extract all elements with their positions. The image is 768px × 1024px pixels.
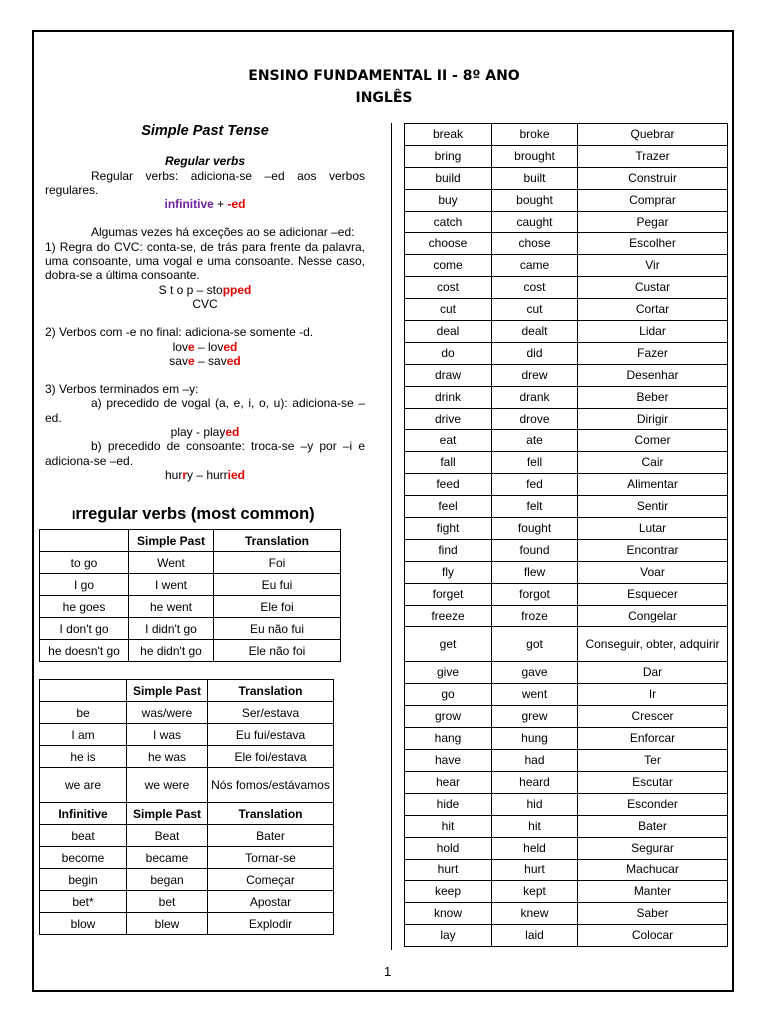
table-row — [405, 605, 728, 627]
page-header — [0, 65, 768, 109]
table-row — [40, 913, 334, 935]
table-cell: we are — [40, 768, 127, 803]
table-cell: he goes — [40, 596, 129, 618]
table-cell: fly — [405, 561, 492, 583]
table-cell: cost — [405, 277, 492, 299]
table-cell: get — [405, 627, 492, 662]
table-row — [405, 496, 728, 518]
table-cell: begin — [40, 869, 127, 891]
table-row — [40, 768, 334, 803]
table-row — [405, 408, 728, 430]
table-cell: Crescer — [578, 706, 728, 728]
table-cell: did — [492, 342, 578, 364]
table-cell: I go — [40, 574, 129, 596]
table-cell: Custar — [578, 277, 728, 299]
table-cell: have — [405, 750, 492, 772]
ex3b-p2: r — [182, 467, 187, 482]
table-row — [40, 891, 334, 913]
regular-formula — [45, 197, 365, 211]
table-cell: Construir — [578, 167, 728, 189]
column-header: Simple Past — [127, 803, 208, 825]
table-cell: Nós fomos/estávamos — [208, 768, 334, 803]
rule-2: 2) Verbos com -e no final: adiciona-se somente -d. — [45, 325, 314, 340]
table-row — [40, 574, 341, 596]
table-cell: Vir — [578, 255, 728, 277]
table-cell: find — [405, 539, 492, 561]
table-cell: forget — [405, 583, 492, 605]
table-to-go — [39, 529, 341, 662]
ex3a-p2: ed — [225, 425, 240, 440]
table-cell: feel — [405, 496, 492, 518]
ex2b-p4: ed — [226, 353, 241, 368]
regular-intro: Regular verbs: adiciona-se –ed aos verbos regulares. — [45, 168, 365, 197]
table-cell: Saber — [578, 903, 728, 925]
table-row — [405, 386, 728, 408]
table-header-row — [40, 530, 341, 552]
table-cell: forgot — [492, 583, 578, 605]
table-cell: become — [40, 847, 127, 869]
table-cell: froze — [492, 605, 578, 627]
table-cell: Sentir — [578, 496, 728, 518]
table-cell: he went — [129, 596, 214, 618]
table-cell: beat — [40, 825, 127, 847]
table-cell: broke — [492, 124, 578, 146]
table-header-row — [40, 803, 334, 825]
table-cell: Ser/estava — [208, 702, 334, 724]
table-cell: Fazer — [578, 342, 728, 364]
table-row — [405, 518, 728, 540]
table-cell: Bater — [578, 815, 728, 837]
table-cell: grow — [405, 706, 492, 728]
table-row — [40, 702, 334, 724]
ex3a-p1: play - play — [170, 425, 226, 440]
ex3b-p3: y – hurr — [186, 467, 228, 482]
table-cell: fall — [405, 452, 492, 474]
table-cell: cut — [405, 299, 492, 321]
table-cell: Comer — [578, 430, 728, 452]
table-cell: I don't go — [40, 618, 129, 640]
table-cell: I went — [129, 574, 214, 596]
table-row — [405, 474, 728, 496]
table-cell: Ele foi — [214, 596, 341, 618]
table-cell: drink — [405, 386, 492, 408]
exceptions-text: Algumas vezes há exceções ao se adicionar –ed: — [91, 225, 355, 240]
table-cell: Alimentar — [578, 474, 728, 496]
table-cell: buy — [405, 189, 492, 211]
rule-1: 1) Regra do CVC: conta-se, de trás para frente da palavra, uma consoante, uma vogal e uma consoante. Nesse caso, dobra-se a última consoante. — [45, 239, 365, 283]
table-cell: Começar — [208, 869, 334, 891]
table-cell: Encontrar — [578, 539, 728, 561]
table-row — [405, 793, 728, 815]
table-cell: Bater — [208, 825, 334, 847]
table-cell: Eu fui/estava — [208, 724, 334, 746]
table-cell: hit — [405, 815, 492, 837]
table-cell: he was — [127, 746, 208, 768]
table-cell: Machucar — [578, 859, 728, 881]
table-cell: I am — [40, 724, 127, 746]
table-cell: kept — [492, 881, 578, 903]
table-row — [40, 746, 334, 768]
table-cell: draw — [405, 364, 492, 386]
ex1-suffix: pped — [222, 282, 252, 297]
table-row — [40, 618, 341, 640]
rule-3b: b) precedido de consoante: troca-se –y por –i e adiciona-se –ed. — [45, 439, 365, 468]
table-cell: built — [492, 167, 578, 189]
table-to-be — [39, 679, 334, 935]
table-cell: drank — [492, 386, 578, 408]
table-cell: hide — [405, 793, 492, 815]
table-row — [405, 771, 728, 793]
table-cell: Apostar — [208, 891, 334, 913]
table-row — [405, 145, 728, 167]
table-cell: Cortar — [578, 299, 728, 321]
table-cell: eat — [405, 430, 492, 452]
table-cell: Tornar-se — [208, 847, 334, 869]
table-cell: Congelar — [578, 605, 728, 627]
table-row — [40, 847, 334, 869]
table-row — [405, 539, 728, 561]
column-header — [40, 680, 127, 702]
table-row — [40, 869, 334, 891]
table-cell: was/were — [127, 702, 208, 724]
ex2a-p4: ed — [223, 339, 238, 354]
table-cell: went — [492, 684, 578, 706]
table-cell: go — [405, 684, 492, 706]
table-cell: ate — [492, 430, 578, 452]
table-row — [405, 342, 728, 364]
table-cell: bet* — [40, 891, 127, 913]
table-cell: came — [492, 255, 578, 277]
ex2b-p2: e — [187, 353, 195, 368]
table-cell: felt — [492, 496, 578, 518]
table-cell: hid — [492, 793, 578, 815]
table-row — [405, 837, 728, 859]
table-row — [40, 640, 341, 662]
table-cell: we were — [127, 768, 208, 803]
table-row — [405, 255, 728, 277]
rule-3: 3) Verbos terminados em –y: — [45, 382, 199, 397]
table-row — [405, 233, 728, 255]
table-cell: bring — [405, 145, 492, 167]
table-cell: Eu não fui — [214, 618, 341, 640]
table-cell: Desenhar — [578, 364, 728, 386]
table-cell: flew — [492, 561, 578, 583]
table-cell: build — [405, 167, 492, 189]
table-cell: I didn't go — [129, 618, 214, 640]
irregular-verbs-body — [405, 124, 728, 947]
table-cell: hold — [405, 837, 492, 859]
ex3b-p1: hur — [164, 467, 183, 482]
table-cell: grew — [492, 706, 578, 728]
irregular-title-initial: I — [72, 508, 76, 522]
table-row — [405, 211, 728, 233]
table-cell: do — [405, 342, 492, 364]
table-cell: Dirigir — [578, 408, 728, 430]
table-cell: Colocar — [578, 925, 728, 947]
table-row — [405, 684, 728, 706]
table-cell: gave — [492, 662, 578, 684]
table-cell: Ir — [578, 684, 728, 706]
table-row — [405, 750, 728, 772]
irregular-verbs-table — [404, 123, 728, 947]
table-cell: chose — [492, 233, 578, 255]
ex2a-p3: – lov — [194, 339, 224, 354]
table-cell: be — [40, 702, 127, 724]
table-row — [40, 552, 341, 574]
ex3b-p4: ied — [227, 467, 246, 482]
table-cell: Went — [129, 552, 214, 574]
table-cell: feed — [405, 474, 492, 496]
table-cell: Ter — [578, 750, 728, 772]
table-cell: he doesn't go — [40, 640, 129, 662]
table-cell: drove — [492, 408, 578, 430]
table-cell: Beat — [127, 825, 208, 847]
table-row — [405, 364, 728, 386]
column-header: Translation — [214, 530, 341, 552]
rule-3b-example — [45, 468, 365, 482]
table-row — [405, 859, 728, 881]
table-cell: Ele não foi — [214, 640, 341, 662]
table-row — [405, 277, 728, 299]
table-row — [405, 662, 728, 684]
table-row — [405, 189, 728, 211]
table-cell: Comprar — [578, 189, 728, 211]
column-header — [40, 530, 129, 552]
table-cell: Segurar — [578, 837, 728, 859]
table-cell: hung — [492, 728, 578, 750]
section-title: Simple Past Tense — [141, 123, 269, 139]
table-cell: come — [405, 255, 492, 277]
table-cell: freeze — [405, 605, 492, 627]
table-cell: Cair — [578, 452, 728, 474]
column-header: Simple Past — [127, 680, 208, 702]
table-cell: cost — [492, 277, 578, 299]
table-cell: fell — [492, 452, 578, 474]
table-cell: laid — [492, 925, 578, 947]
rule-2-example-love — [45, 340, 365, 354]
table-row — [405, 925, 728, 947]
column-divider — [391, 123, 392, 950]
table-cell: drive — [405, 408, 492, 430]
irregular-title-rest: rregular verbs (most common) — [75, 505, 315, 523]
table-row — [405, 706, 728, 728]
formula-infinitive: infinitive — [164, 197, 214, 212]
page-number: 1 — [384, 964, 392, 979]
table-cell: Conseguir, obter, adquirir — [578, 627, 728, 662]
table-cell: break — [405, 124, 492, 146]
formula-plus: + — [213, 197, 228, 212]
table-cell: know — [405, 903, 492, 925]
table-cell: choose — [405, 233, 492, 255]
rule-2-example-save — [45, 354, 365, 368]
column-header: Simple Past — [129, 530, 214, 552]
rule-3a-example — [45, 425, 365, 439]
table-cell: Enforcar — [578, 728, 728, 750]
table-cell: Lutar — [578, 518, 728, 540]
table-cell: heard — [492, 771, 578, 793]
rule-3a: a) precedido de vogal (a, e, i, o, u): adiciona-se –ed. — [45, 396, 365, 425]
table-cell: had — [492, 750, 578, 772]
header-grade: ENSINO FUNDAMENTAL II - 8º ANO — [248, 68, 520, 84]
table-header-row — [40, 680, 334, 702]
table-cell: brought — [492, 145, 578, 167]
table-cell: Manter — [578, 881, 728, 903]
table-cell: to go — [40, 552, 129, 574]
table-row — [405, 321, 728, 343]
table-cell: Trazer — [578, 145, 728, 167]
table-row — [405, 430, 728, 452]
formula-ed: -ed — [227, 197, 246, 212]
table-cell: hurt — [492, 859, 578, 881]
table-cell: I was — [127, 724, 208, 746]
table-cell: got — [492, 627, 578, 662]
header-subject: INGLÊS — [355, 90, 413, 106]
table-cell: knew — [492, 903, 578, 925]
table-row — [40, 724, 334, 746]
table-cell: fed — [492, 474, 578, 496]
table-cell: fought — [492, 518, 578, 540]
table-cell: Dar — [578, 662, 728, 684]
table-cell: blow — [40, 913, 127, 935]
regular-subtitle: Regular verbs — [164, 154, 246, 169]
table-cell: Foi — [214, 552, 341, 574]
table-cell: he is — [40, 746, 127, 768]
table-cell: Escutar — [578, 771, 728, 793]
table-cell: blew — [127, 913, 208, 935]
table-row — [405, 903, 728, 925]
cvc-label: CVC — [192, 296, 218, 311]
table-cell: give — [405, 662, 492, 684]
table-cell: fight — [405, 518, 492, 540]
table-row — [405, 881, 728, 903]
table-cell: began — [127, 869, 208, 891]
table-cell: became — [127, 847, 208, 869]
ex2a-p1: lov — [172, 339, 188, 354]
table-cell: drew — [492, 364, 578, 386]
table-row — [40, 825, 334, 847]
table-cell: dealt — [492, 321, 578, 343]
column-header: Translation — [208, 680, 334, 702]
regular-verbs-section — [45, 120, 365, 482]
table-cell: found — [492, 539, 578, 561]
table-cell: cut — [492, 299, 578, 321]
table-cell: hang — [405, 728, 492, 750]
table-cell: hear — [405, 771, 492, 793]
table-cell: held — [492, 837, 578, 859]
table-row — [405, 167, 728, 189]
table-cell: deal — [405, 321, 492, 343]
table-row — [405, 583, 728, 605]
table-row — [405, 124, 728, 146]
table-cell: keep — [405, 881, 492, 903]
table-cell: Lidar — [578, 321, 728, 343]
table-cell: Esquecer — [578, 583, 728, 605]
ex2b-p3: – sav — [194, 353, 227, 368]
column-header: Infinitive — [40, 803, 127, 825]
table-cell: lay — [405, 925, 492, 947]
table-row — [405, 627, 728, 662]
table-cell: Eu fui — [214, 574, 341, 596]
table-cell: Esconder — [578, 793, 728, 815]
column-header: Translation — [208, 803, 334, 825]
table-cell: bet — [127, 891, 208, 913]
table-cell: Escolher — [578, 233, 728, 255]
table-cell: he didn't go — [129, 640, 214, 662]
table-cell: Explodir — [208, 913, 334, 935]
table-cell: Pegar — [578, 211, 728, 233]
table-cell: catch — [405, 211, 492, 233]
table-row — [405, 452, 728, 474]
table-row — [405, 815, 728, 837]
table-cell: Ele foi/estava — [208, 746, 334, 768]
irregular-verbs-title — [72, 505, 315, 524]
table-cell: hurt — [405, 859, 492, 881]
ex1-base: S t o p – sto — [158, 282, 223, 297]
table-cell: bought — [492, 189, 578, 211]
table-row — [40, 596, 341, 618]
ex2b-p1: sav — [169, 353, 188, 368]
table-cell: hit — [492, 815, 578, 837]
table-row — [405, 728, 728, 750]
table-row — [405, 561, 728, 583]
table-row — [405, 299, 728, 321]
table-cell: Voar — [578, 561, 728, 583]
table-cell: Quebrar — [578, 124, 728, 146]
table-cell: Beber — [578, 386, 728, 408]
rule-1-example — [45, 283, 365, 297]
table-cell: caught — [492, 211, 578, 233]
ex2a-p2: e — [187, 339, 195, 354]
